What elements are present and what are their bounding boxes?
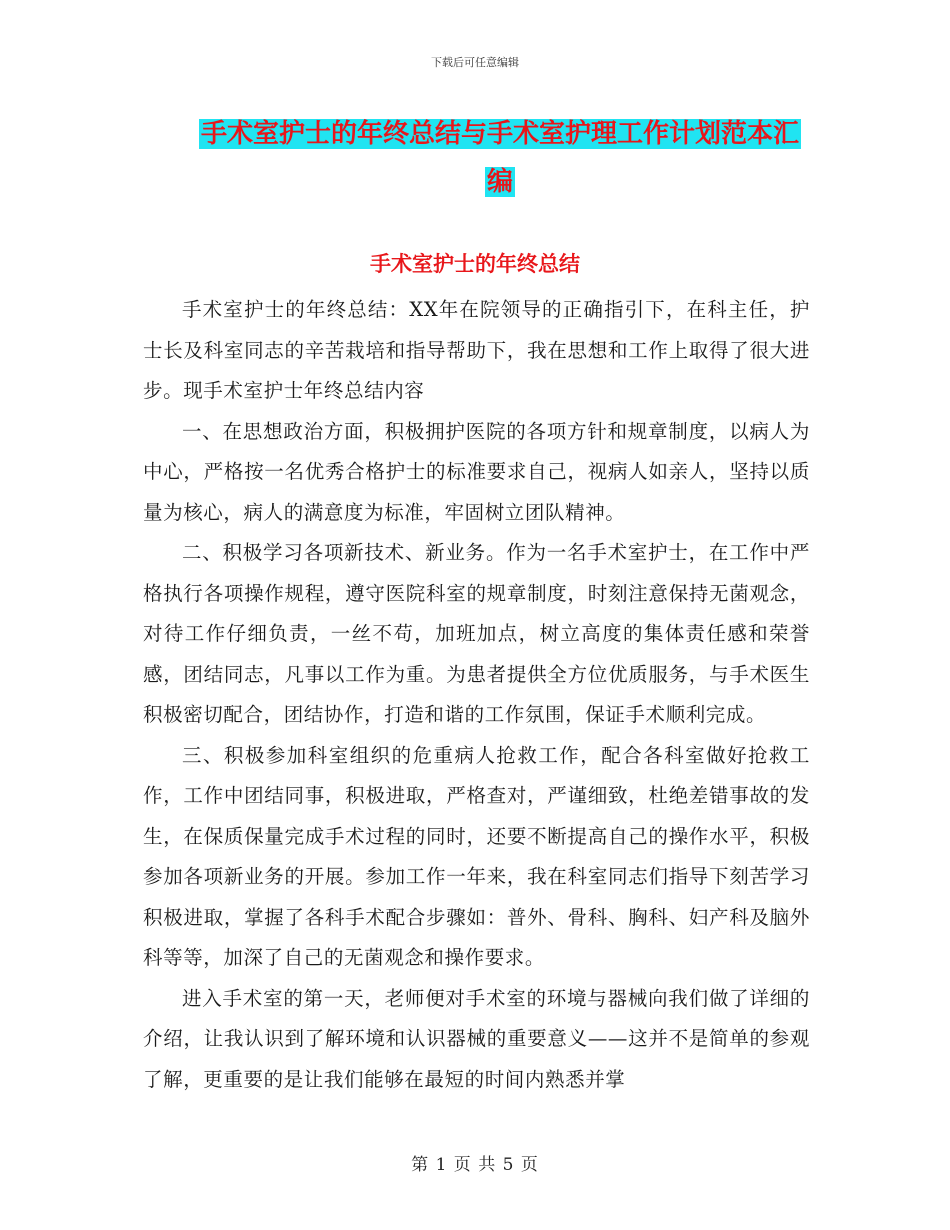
page-number: 第 1 页 共 5 页 <box>411 1155 539 1175</box>
document-title-line-2: 编 <box>486 167 513 197</box>
paragraph-first-day: 进入手术室的第一天，老师便对手术室的环境与器械向我们做了详细的介绍，让我认识到了解环境和认识器械的重要意义——这并不是简单的参观了解，更重要的是让我们能够在最短的时间内熟悉并掌 <box>143 986 810 1091</box>
paragraph-intro: 手术室护士的年终总结：XX年在院领导的正确指引下，在科主任，护士长及科室同志的辛苦栽培和指导帮助下，我在思想和工作上取得了很大进步。现手术室护士年终总结内容 <box>143 298 810 402</box>
document-title <box>150 110 850 206</box>
document-title-line-1: 手术室护士的年终总结与手术室护理工作计划范本汇 <box>200 119 799 149</box>
paragraph-politics: 一、在思想政治方面，积极拥护医院的各项方针和规章制度，以病人为中心，严格按一名优秀合格护士的标准要求自己，视病人如亲人，坚持以质量为核心，病人的满意度为标准，牢固树立团队精神。 <box>143 419 810 524</box>
page-header-note: 下载后可任意编辑 <box>431 56 519 69</box>
paragraph-rescue-work: 三、积极参加科室组织的危重病人抢救工作，配合各科室做好抢救工作，工作中团结同事，积极进取，严格查对，严谨细致，杜绝差错事故的发生，在保质保量完成手术过程的同时，还要不断提高自己的操作水平，积极参加各项新业务的开展。参加工作一年来，我在科室同志们指导下刻苦学习积极进取，掌握了各科手术配合步骤如：普外、骨科、胸科、妇产科及脑外科等等，加深了自己的无菌观念和操作要求。 <box>143 743 810 969</box>
section-heading: 手术室护士的年终总结 <box>370 252 580 276</box>
paragraph-new-skills: 二、积极学习各项新技术、新业务。作为一名手术室护士，在工作中严格执行各项操作规程，遵守医院科室的规章制度，时刻注意保持无菌观念，对待工作仔细负责，一丝不苟，加班加点，树立高度的集体责任感和荣誉感，团结同志，凡事以工作为重。为患者提供全方位优质服务，与手术医生积极密切配合，团结协作，打造和谐的工作氛围，保证手术顺利完成。 <box>143 541 810 726</box>
document-body <box>143 290 810 1100</box>
